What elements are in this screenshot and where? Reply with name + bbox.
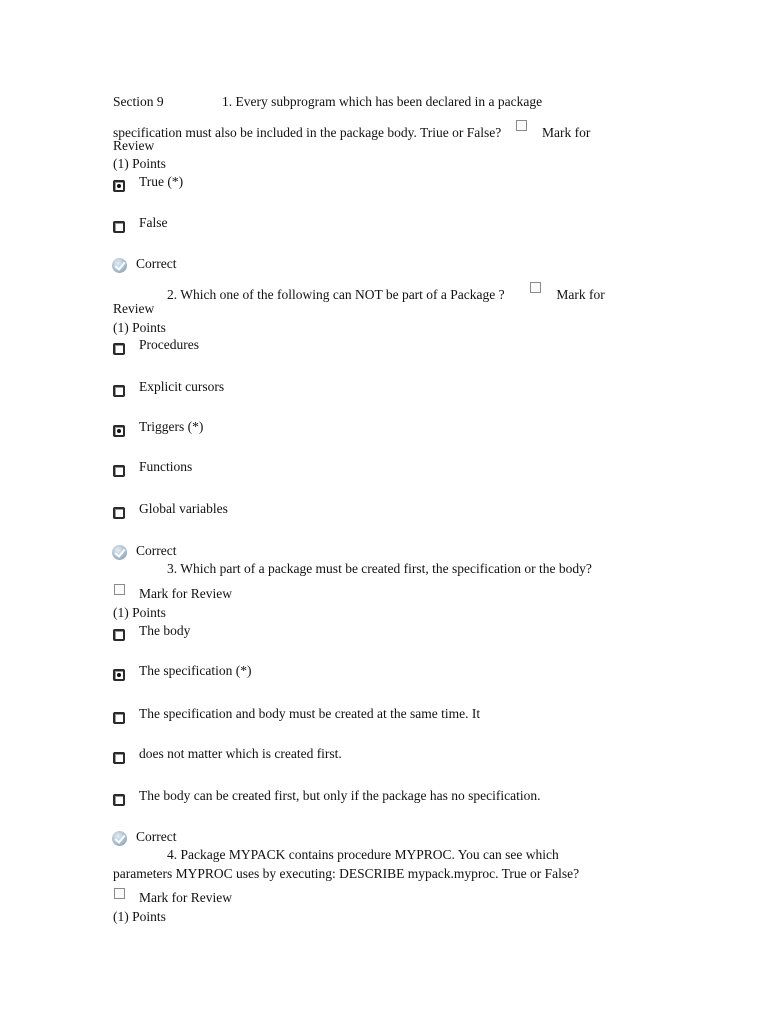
mark-for-review-label-4: Mark for Review: [139, 890, 232, 905]
review-label-2: Review: [113, 301, 155, 316]
q1-option-2-radio[interactable]: [113, 221, 125, 233]
q1-option-1-label: True (*): [139, 174, 184, 189]
q1-option-1-radio[interactable]: [113, 180, 125, 192]
question-4-text-line2: parameters MYPROC uses by executing: DESCRIBE mypack.myproc. True or False?: [113, 866, 580, 881]
points-label-2: (1) Points: [113, 320, 166, 335]
q2-option-2-radio[interactable]: [113, 385, 125, 397]
mark-for-label-1: Mark for: [542, 125, 591, 140]
q3-option-2-radio[interactable]: [113, 669, 125, 681]
mark-for-review-label-3: Mark for Review: [139, 586, 232, 601]
q3-option-4-label: does not matter which is created first.: [139, 746, 342, 761]
q2-option-2-label: Explicit cursors: [139, 379, 225, 394]
q2-option-3-label: Triggers (*): [139, 419, 204, 434]
correct-check-icon-3: [112, 831, 127, 846]
correct-label-1: Correct: [136, 256, 177, 271]
correct-label-2: Correct: [136, 543, 177, 558]
question-1-text-line2: [113, 120, 590, 142]
points-label-4: (1) Points: [113, 909, 166, 924]
review-label-1: Review: [113, 138, 155, 153]
points-label-3: (1) Points: [113, 605, 166, 620]
mark-for-review-checkbox-1[interactable]: [516, 120, 527, 131]
q2-option-4-label: Functions: [139, 459, 193, 474]
q2-option-4-radio[interactable]: [113, 465, 125, 477]
correct-label-3: Correct: [136, 829, 177, 844]
mark-for-review-checkbox-3[interactable]: [114, 584, 125, 595]
q2-option-1-label: Procedures: [139, 337, 199, 352]
question-1-text-line1: 1. Every subprogram which has been declared in a package: [222, 94, 543, 109]
points-label-1: (1) Points: [113, 156, 166, 171]
mark-for-review-checkbox-2[interactable]: [530, 282, 541, 293]
q1-option-2-label: False: [139, 215, 168, 230]
q2-option-3-radio[interactable]: [113, 425, 125, 437]
q3-option-3-radio[interactable]: [113, 712, 125, 724]
q3-option-4-radio[interactable]: [113, 752, 125, 764]
correct-check-icon-2: [112, 545, 127, 560]
question-2-text-content: 2. Which one of the following can NOT be part of a Package ?: [167, 287, 505, 302]
q2-option-5-radio[interactable]: [113, 507, 125, 519]
q2-option-1-radio[interactable]: [113, 343, 125, 355]
section-label: Section 9: [113, 94, 164, 109]
question-3-text-line1: 3. Which part of a package must be created first, the specification or the body?: [167, 561, 592, 576]
question-4-text-line1: 4. Package MYPACK contains procedure MYPROC. You can see which: [167, 847, 559, 862]
question-1-text-line2-content: specification must also be included in the package body. Triue or False?: [113, 125, 502, 140]
q3-option-1-label: The body: [139, 623, 191, 638]
q2-option-5-label: Global variables: [139, 501, 228, 516]
correct-check-icon-1: [112, 258, 127, 273]
mark-for-label-2: Mark for: [556, 287, 605, 302]
q3-option-3-label: The specification and body must be created at the same time. It: [139, 706, 481, 721]
q3-option-2-label: The specification (*): [139, 663, 252, 678]
question-2-text-line1: [167, 282, 605, 304]
mark-for-review-checkbox-4[interactable]: [114, 888, 125, 899]
q3-option-5-label: The body can be created first, but only if the package has no specification.: [139, 788, 541, 803]
q3-option-5-radio[interactable]: [113, 794, 125, 806]
q3-option-1-radio[interactable]: [113, 629, 125, 641]
